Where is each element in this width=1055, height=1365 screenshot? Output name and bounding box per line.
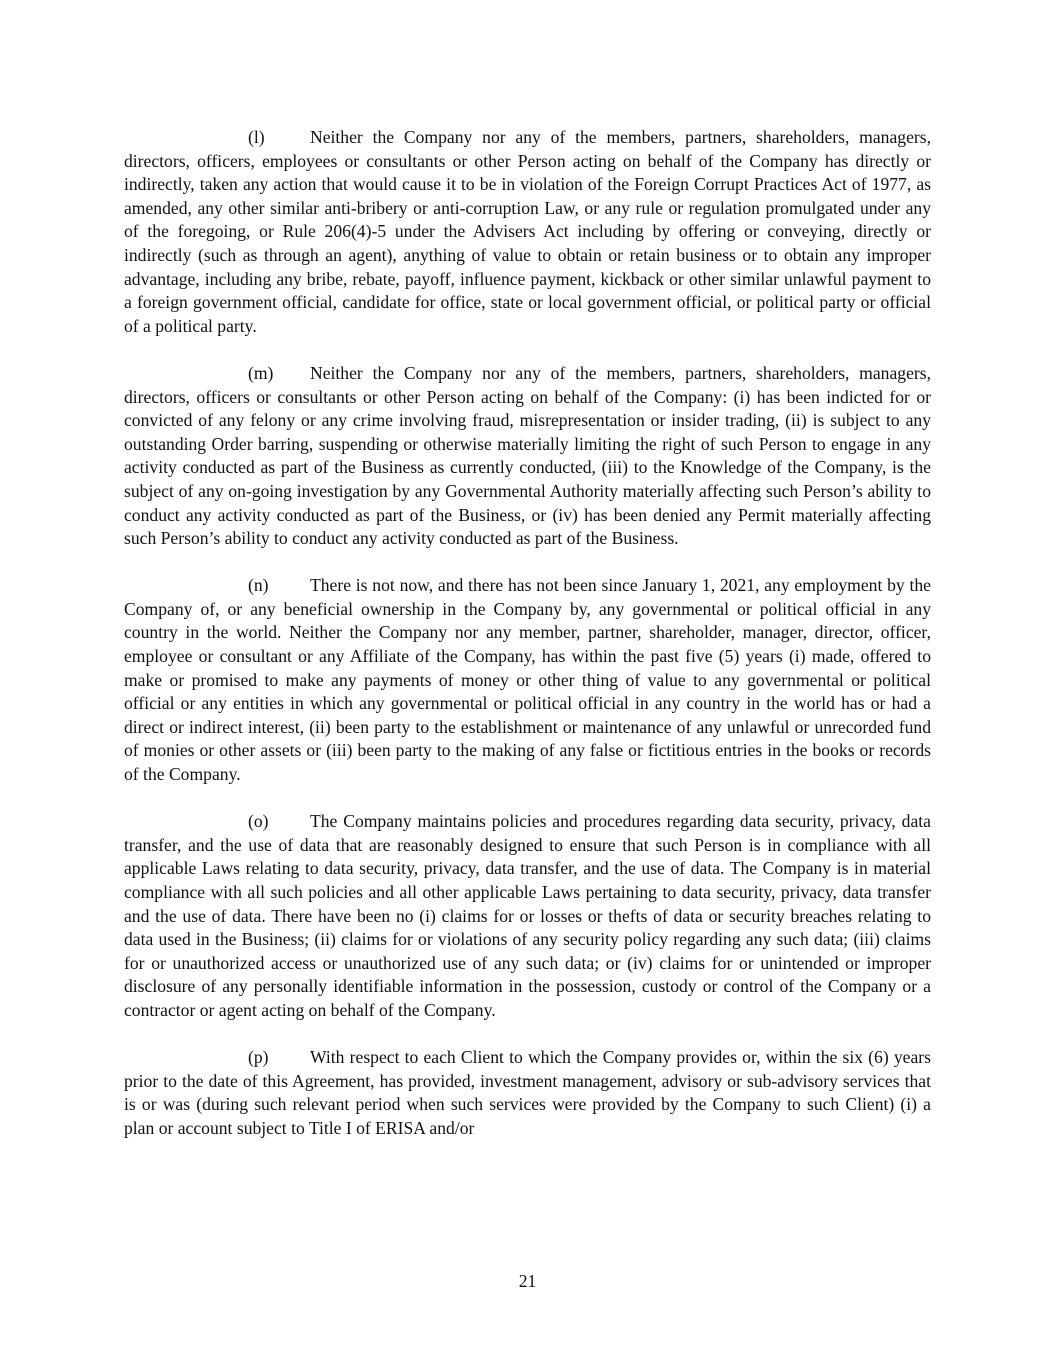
paragraph-text: Neither the Company nor any of the members, partners, shareholders, managers, directors, officers, employees or consultants or other Person acting on behalf of the Company has directly or indirectly, taken any action that would cause it to be in violation of the Foreign Corrupt Practices Act of 1977, as amended, any other similar anti-bribery or anti-corruption Law, or any rule or regulation promulgated under any of the foregoing, or Rule 206(4)-5 under the Advisers Act including by offering or conveying, directly or indirectly (such as through an agent), anything of value to obtain or retain business or to obtain any improper advantage, including any bribe, rebate, payoff, influence payment, kickback or other similar unlawful payment to a foreign government official, candidate for office, state or local government official, or political party or official of a political party. xyxy=(124,127,931,336)
document-body xyxy=(124,126,931,1164)
paragraph-text: Neither the Company nor any of the members, partners, shareholders, managers, directors, officers or consultants or other Person acting on behalf of the Company: (i) has been indicted for or convicted of any felony or any crime involving fraud, misrepresentation or insider trading, (ii) is subject to any outstanding Order barring, suspending or otherwise materially limiting the right of such Person to engage in any activity conducted as part of the Business as currently conducted, (iii) to the Knowledge of the Company, is the subject of any on-going investigation by any Governmental Authority materially affecting such Person’s ability to conduct any activity conducted as part of the Business, or (iv) has been denied any Permit materially affecting such Person’s ability to conduct any activity conducted as part of the Business. xyxy=(124,362,931,549)
paragraph-m xyxy=(124,362,931,551)
paragraph-label: (n) xyxy=(248,575,269,596)
paragraph-l xyxy=(124,126,931,338)
paragraph-label: (o) xyxy=(248,811,269,832)
paragraph-p xyxy=(124,1046,931,1140)
paragraph-n xyxy=(124,574,931,786)
paragraph-text: There is not now, and there has not been since January 1, 2021, any employment by the Company of, or any beneficial ownership in the Company by, any governmental or political official in any country in the world. Neither the Company nor any member, partner, shareholder, manager, director, officer, employee or consultant or any Affiliate of the Company, has within the past five (5) years (i) made, offered to make or promised to make any payments of money or other thing of value to any governmental or political official or any entities in which any governmental or political official in any country in the world has or had a direct or indirect interest, (ii) been party to the establishment or maintenance of any unlawful or unrecorded fund of monies or other assets or (iii) been party to the making of any false or fictitious entries in the books or records of the Company. xyxy=(124,575,931,785)
paragraph-text: With respect to each Client to which the Company provides or, within the six (6) years prior to the date of this Agreement, has provided, investment management, advisory or sub-advisory services that is or was (during such relevant period when such services were provided by the Company to such Client) (i) a plan or account subject to Title I of ERISA and/or xyxy=(124,1047,931,1138)
paragraph-text: The Company maintains policies and procedures regarding data security, privacy, data transfer, and the use of data that are reasonably designed to ensure that such Person is in compliance with all applicable Laws relating to data security, privacy, data transfer, and the use of data. The Company is in material compliance with all such policies and all other applicable Laws pertaining to data security, privacy, data transfer and the use of data. There have been no (i) claims for or losses or thefts of data or security breaches relating to data used in the Business; (ii) claims for or violations of any security policy regarding any such data; (iii) claims for or unauthorized access or unauthorized use of any such data; or (iv) claims for or unintended or improper disclosure of any personally identifiable information in the possession, custody or control of the Company or a contractor or agent acting on behalf of the Company. xyxy=(124,811,931,1020)
paragraph-label: (p) xyxy=(248,1047,269,1068)
paragraph-o xyxy=(124,810,931,1022)
page-number: 21 xyxy=(518,1271,537,1291)
paragraph-label: (l) xyxy=(248,127,265,147)
paragraph-label: (m) xyxy=(248,362,274,383)
